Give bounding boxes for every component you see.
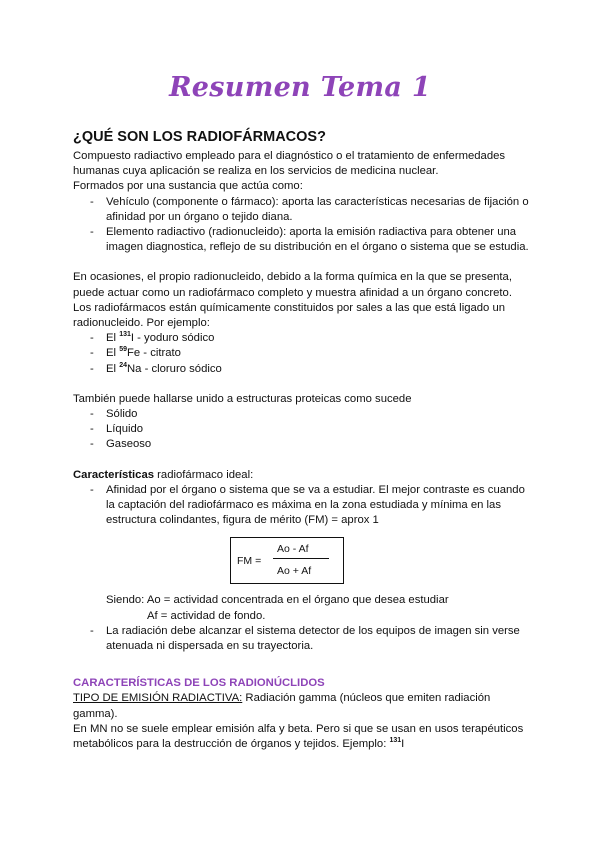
paragraph-line: En ocasiones, el propio radionucleido, debido a la forma química en la que se presenta, — [73, 271, 512, 284]
definition-line: Siendo: Ao = actividad concentrada en el órgano que desea estudiar — [106, 594, 449, 607]
list-item: - Elemento radiactivo (radionucleido): aporta la emisión radiactiva para obtener una imagen diagnostica, reflejo de su distribución en el órgano o sistema que se estudia. — [73, 225, 533, 255]
paragraph-line: Los radiofármacos están químicamente constituidos por sales a las que está ligado un — [73, 301, 506, 314]
list-item: - Gaseoso — [73, 437, 533, 452]
paragraph-line: gamma). — [73, 707, 118, 720]
definition-line: Af = actividad de fondo. — [147, 609, 266, 622]
formula-lhs: FM = — [237, 555, 262, 568]
section-heading-radiofarmacos: ¿QUÉ SON LOS RADIOFÁRMACOS? — [73, 129, 326, 145]
states-list — [73, 407, 533, 453]
list-item: - El $^{131}$I - yoduro sódico — [73, 331, 533, 346]
formula-numerator: Ao - Af — [277, 543, 309, 556]
formula-denominator: Ao + Af — [277, 565, 312, 578]
ideal-list-2 — [73, 624, 533, 654]
list-item: - El $^{24}$Na - cloruro sódico — [73, 362, 533, 377]
ideal-list — [73, 483, 533, 529]
list-item: - Afinidad por el órgano o sistema que se va a estudiar. El mejor contraste es cuando la captación del radiofármaco es máxima en la zona estudiada y mínima en las estructura colindantes, figura de mérito (FM) = aprox 1 — [73, 483, 533, 529]
list-item: - Sólido — [73, 407, 533, 422]
intro-line: Compuesto radiactivo empleado para el diagnóstico o el tratamiento de enfermedades — [73, 150, 506, 162]
document-body — [73, 128, 533, 752]
paragraph-line: metabólicos para la destrucción de órganos y tejidos. Ejemplo: $^{131}$I — [73, 737, 405, 751]
page-title: Resumen Tema 1 — [169, 72, 431, 103]
list-item: - Vehículo (componente o fármaco): aporta las características necesarias de fijación o afinidad por un órgano o tejido diana. — [73, 195, 533, 225]
paragraph-line: En MN no se suele emplear emisión alfa y beta. Pero si que se usan en usos terapéuticos — [73, 722, 524, 735]
paragraph-line: Características radiofármaco ideal: — [73, 468, 254, 481]
formula-box — [230, 537, 344, 584]
paragraph-line: También puede hallarse unido a estructuras proteicas como sucede — [73, 392, 412, 405]
paragraph-line: puede actuar como un radiofármaco completo y muestra afinidad a un órgano concreto. — [73, 286, 512, 299]
paragraph-line: TIPO DE EMISIÓN RADIACTIVA: Radiación gamma (núcleos que emiten radiación — [73, 692, 491, 705]
list-item: - Líquido — [73, 422, 533, 437]
section-heading-radionuclidos: CARACTERÍSTICAS DE LOS RADIONÚCLIDOS — [73, 677, 325, 690]
intro-line: humanas cuya aplicación se realiza en los servicios de medicina nuclear. — [73, 165, 439, 178]
examples-list — [73, 331, 533, 377]
list-item: - La radiación debe alcanzar el sistema detector de los equipos de imagen sin verse atenuada ni dispersada en su trayectoria. — [73, 624, 533, 654]
list-item: - El $^{59}$Fe - citrato — [73, 346, 533, 361]
paragraph-line: radionucleido. Por ejemplo: — [73, 317, 210, 330]
intro-line: Formados por una sustancia que actúa como: — [73, 180, 303, 193]
components-list — [73, 195, 533, 256]
fraction-bar — [273, 558, 329, 559]
